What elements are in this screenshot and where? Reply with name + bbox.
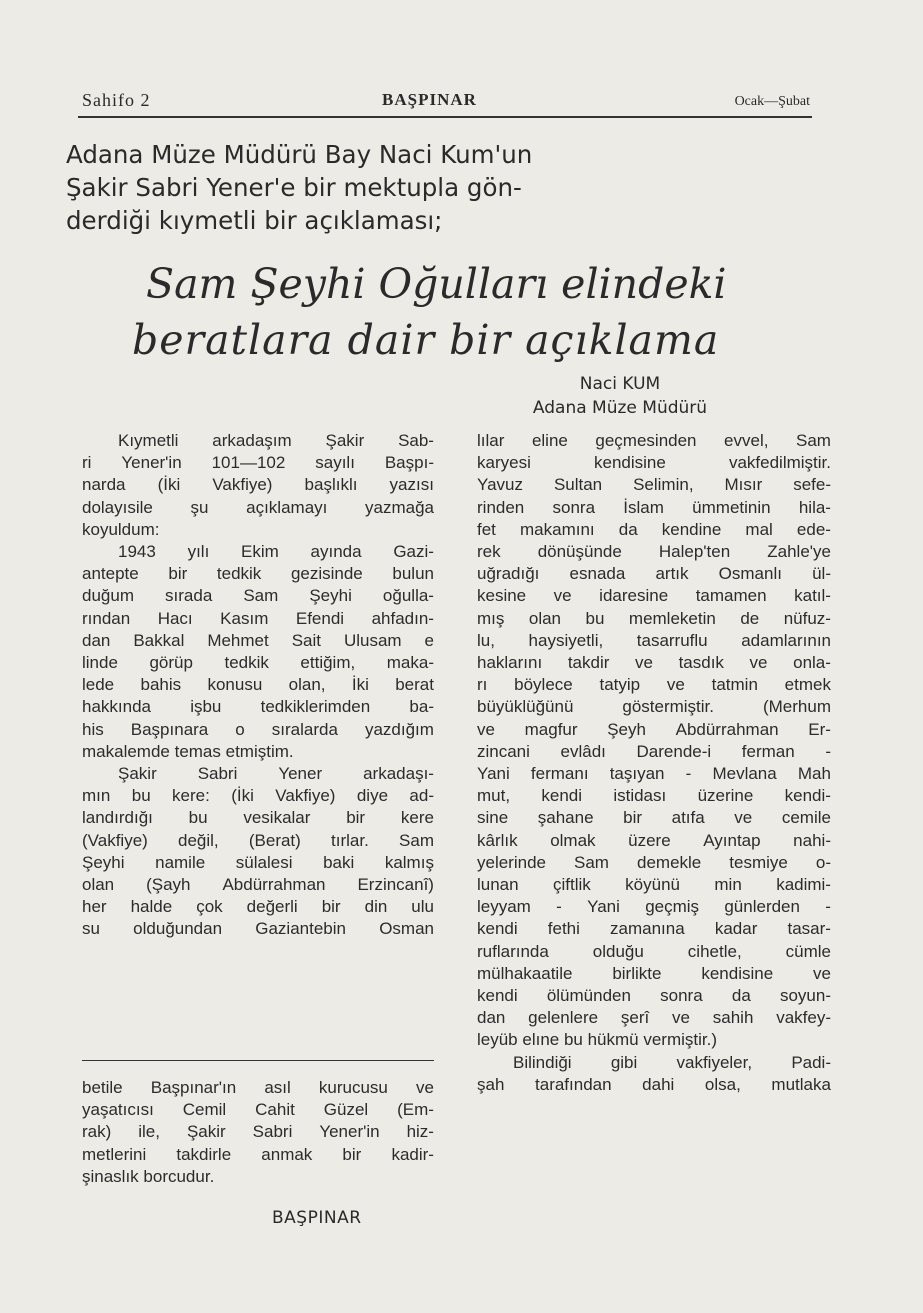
left-column bbox=[82, 430, 434, 941]
text-line: mış olan bu memleketin de nüfuz- bbox=[477, 608, 831, 628]
text-line: fet makamını da kendine mal ede- bbox=[477, 519, 831, 539]
text-line: Şeyhi namile sülalesi baki kalmış bbox=[82, 852, 434, 872]
text-line: ri Yener'in 101—102 sayılı Başpı- bbox=[82, 453, 434, 473]
text-line: Yani fermanı taşıyan - Mevlana Mah bbox=[477, 764, 831, 784]
page-header bbox=[82, 88, 810, 118]
text-line: her halde çok değerli bir din ulu bbox=[82, 897, 434, 917]
text-line: Kıymetli arkadaşım Şakir Sab- bbox=[118, 431, 434, 450]
text-line: olan (Şayh Abdürrahman Erzincanî) bbox=[82, 875, 434, 895]
text-line: lu, haysiyetli, tasarruflu adamlarının bbox=[477, 630, 831, 650]
text-line: linde görüp tedkik ettiğim, maka- bbox=[82, 653, 434, 673]
text-line: his Başpınara o sıralarda yazdığım bbox=[82, 719, 434, 739]
text-line: leyyam - Yani geçmiş günlerden - bbox=[477, 897, 831, 917]
text-line: metlerini takdirle anmak bir kadir- bbox=[82, 1144, 434, 1164]
text-line: betile Başpınar'ın asıl kurucusu ve bbox=[82, 1078, 434, 1097]
text-line: koyuldum: bbox=[82, 519, 160, 539]
text-line: duğum sırada Sam Şeyhi oğulla- bbox=[82, 586, 434, 606]
text-line: karyesi kendisine vakfedilmiştir. bbox=[477, 453, 831, 473]
magazine-name: BAŞPINAR bbox=[382, 90, 477, 109]
footnote-signature: BAŞPINAR bbox=[272, 1208, 362, 1228]
text-line: haklarını takdir ve tasdık ve onla- bbox=[477, 653, 831, 673]
text-line: leyüb elıne bu hükmü vermiştir.) bbox=[477, 1030, 717, 1050]
text-line: kendi fethi zamanına kadar tasar- bbox=[477, 919, 831, 939]
text-line: dolayısile şu açıklamayı yazmağa bbox=[82, 497, 434, 517]
right-column bbox=[477, 430, 831, 1096]
text-line: 1943 yılı Ekim ayında Gazi- bbox=[118, 542, 434, 562]
text-line: narda (İki Vakfiye) başlıklı yazısı bbox=[82, 475, 434, 495]
text-line: sine şahane bir atıfa ve cemile bbox=[477, 808, 831, 828]
text-line: su olduğundan Gaziantebin Osman bbox=[82, 919, 434, 939]
title-line: beratlara dair bir açıklama bbox=[132, 316, 720, 364]
text-line: uğradığı esnada artık Osmanlı ül- bbox=[477, 564, 831, 584]
text-line: Yavuz Sultan Selimin, Mısır sefe- bbox=[477, 475, 831, 495]
text-line: lılar eline geçmesinden evvel, Sam bbox=[477, 431, 831, 450]
footnote bbox=[82, 1077, 434, 1188]
text-line: lede bahis konusu olan, İki berat bbox=[82, 675, 434, 695]
text-line: kesine ve idaresine tamamen katıl- bbox=[477, 586, 831, 606]
text-line: ruflarında olduğu cihetle, cümle bbox=[477, 941, 831, 961]
text-line: ve magfur Şeyh Abdürrahman Er- bbox=[477, 719, 831, 739]
header-rule bbox=[78, 116, 812, 118]
text-line: rı böylece tatyip ve tatmin etmek bbox=[477, 675, 831, 695]
page-number: Sahifo 2 bbox=[82, 90, 151, 110]
author-name: Naci KUM bbox=[579, 374, 661, 394]
text-line: dan gelenlere şerî ve sahih vakfey- bbox=[477, 1008, 831, 1028]
intro-line: Şakir Sabri Yener'e bir mektupla gön- bbox=[66, 173, 522, 202]
intro-heading bbox=[66, 138, 766, 237]
text-line: landırdığı bu vesikalar bir kere bbox=[82, 808, 434, 828]
intro-line: derdiği kıymetli bir açıklaması; bbox=[66, 206, 443, 235]
text-line: hakkında işbu tedkiklerimden ba- bbox=[82, 697, 434, 717]
author-byline bbox=[505, 372, 735, 420]
text-line: yaşatıcısı Cemil Cahit Güzel (Em- bbox=[82, 1100, 434, 1120]
text-line: rından Hacı Kasım Efendi ahfadın- bbox=[82, 608, 434, 628]
text-line: mın bu kere: (İki Vakfiye) diye ad- bbox=[82, 786, 434, 806]
text-line: rinden sonra İslam ümmetinin hila- bbox=[477, 497, 831, 517]
text-line: şah tarafından dahi olsa, mutlaka bbox=[477, 1074, 831, 1094]
text-line: rak) ile, Şakir Sabri Yener'in hiz- bbox=[82, 1122, 434, 1142]
text-line: rek dönüşünde Halep'ten Zahle'ye bbox=[477, 542, 831, 562]
footnote-rule bbox=[82, 1060, 434, 1061]
intro-line: Adana Müze Müdürü Bay Naci Kum'un bbox=[66, 140, 533, 169]
text-line: lunan çiftlik köyünü min kadimi- bbox=[477, 875, 831, 895]
text-line: büyüklüğünü göstermiştir. (Merhum bbox=[477, 697, 831, 717]
author-position: Adana Müze Müdürü bbox=[532, 398, 708, 418]
text-line: mülhakaatile birlikte kendisine ve bbox=[477, 963, 831, 983]
text-line: şinaslık borcudur. bbox=[82, 1166, 215, 1186]
text-line: antepte bir tedkik gezisinde bulun bbox=[82, 564, 434, 584]
text-line: Bilindiği gibi vakfiyeler, Padi- bbox=[513, 1052, 831, 1072]
text-line: dan Bakkal Mehmet Sait Ulusam e bbox=[82, 630, 434, 650]
text-line: zincani evlâdı Darende-i ferman - bbox=[477, 741, 831, 761]
text-line: kendi ölümünden sonra da soyun- bbox=[477, 986, 831, 1006]
text-line: Şakir Sabri Yener arkadaşı- bbox=[118, 764, 434, 784]
text-line: yelerinde Sam demekle tesmiye o- bbox=[477, 852, 831, 872]
text-line: (Vakfiye) değil, (Berat) tırlar. Sam bbox=[82, 830, 434, 850]
text-line: kârlık olmak üzere Ayıntap nahi- bbox=[477, 830, 831, 850]
article-title bbox=[0, 256, 923, 368]
text-line: makalemde temas etmiştim. bbox=[82, 741, 294, 761]
title-line: Sam Şeyhi Oğulları elindeki bbox=[146, 260, 727, 308]
issue-date: Ocak—Şubat bbox=[734, 94, 810, 109]
text-line: mut, kendi istidası üzerine kendi- bbox=[477, 786, 831, 806]
